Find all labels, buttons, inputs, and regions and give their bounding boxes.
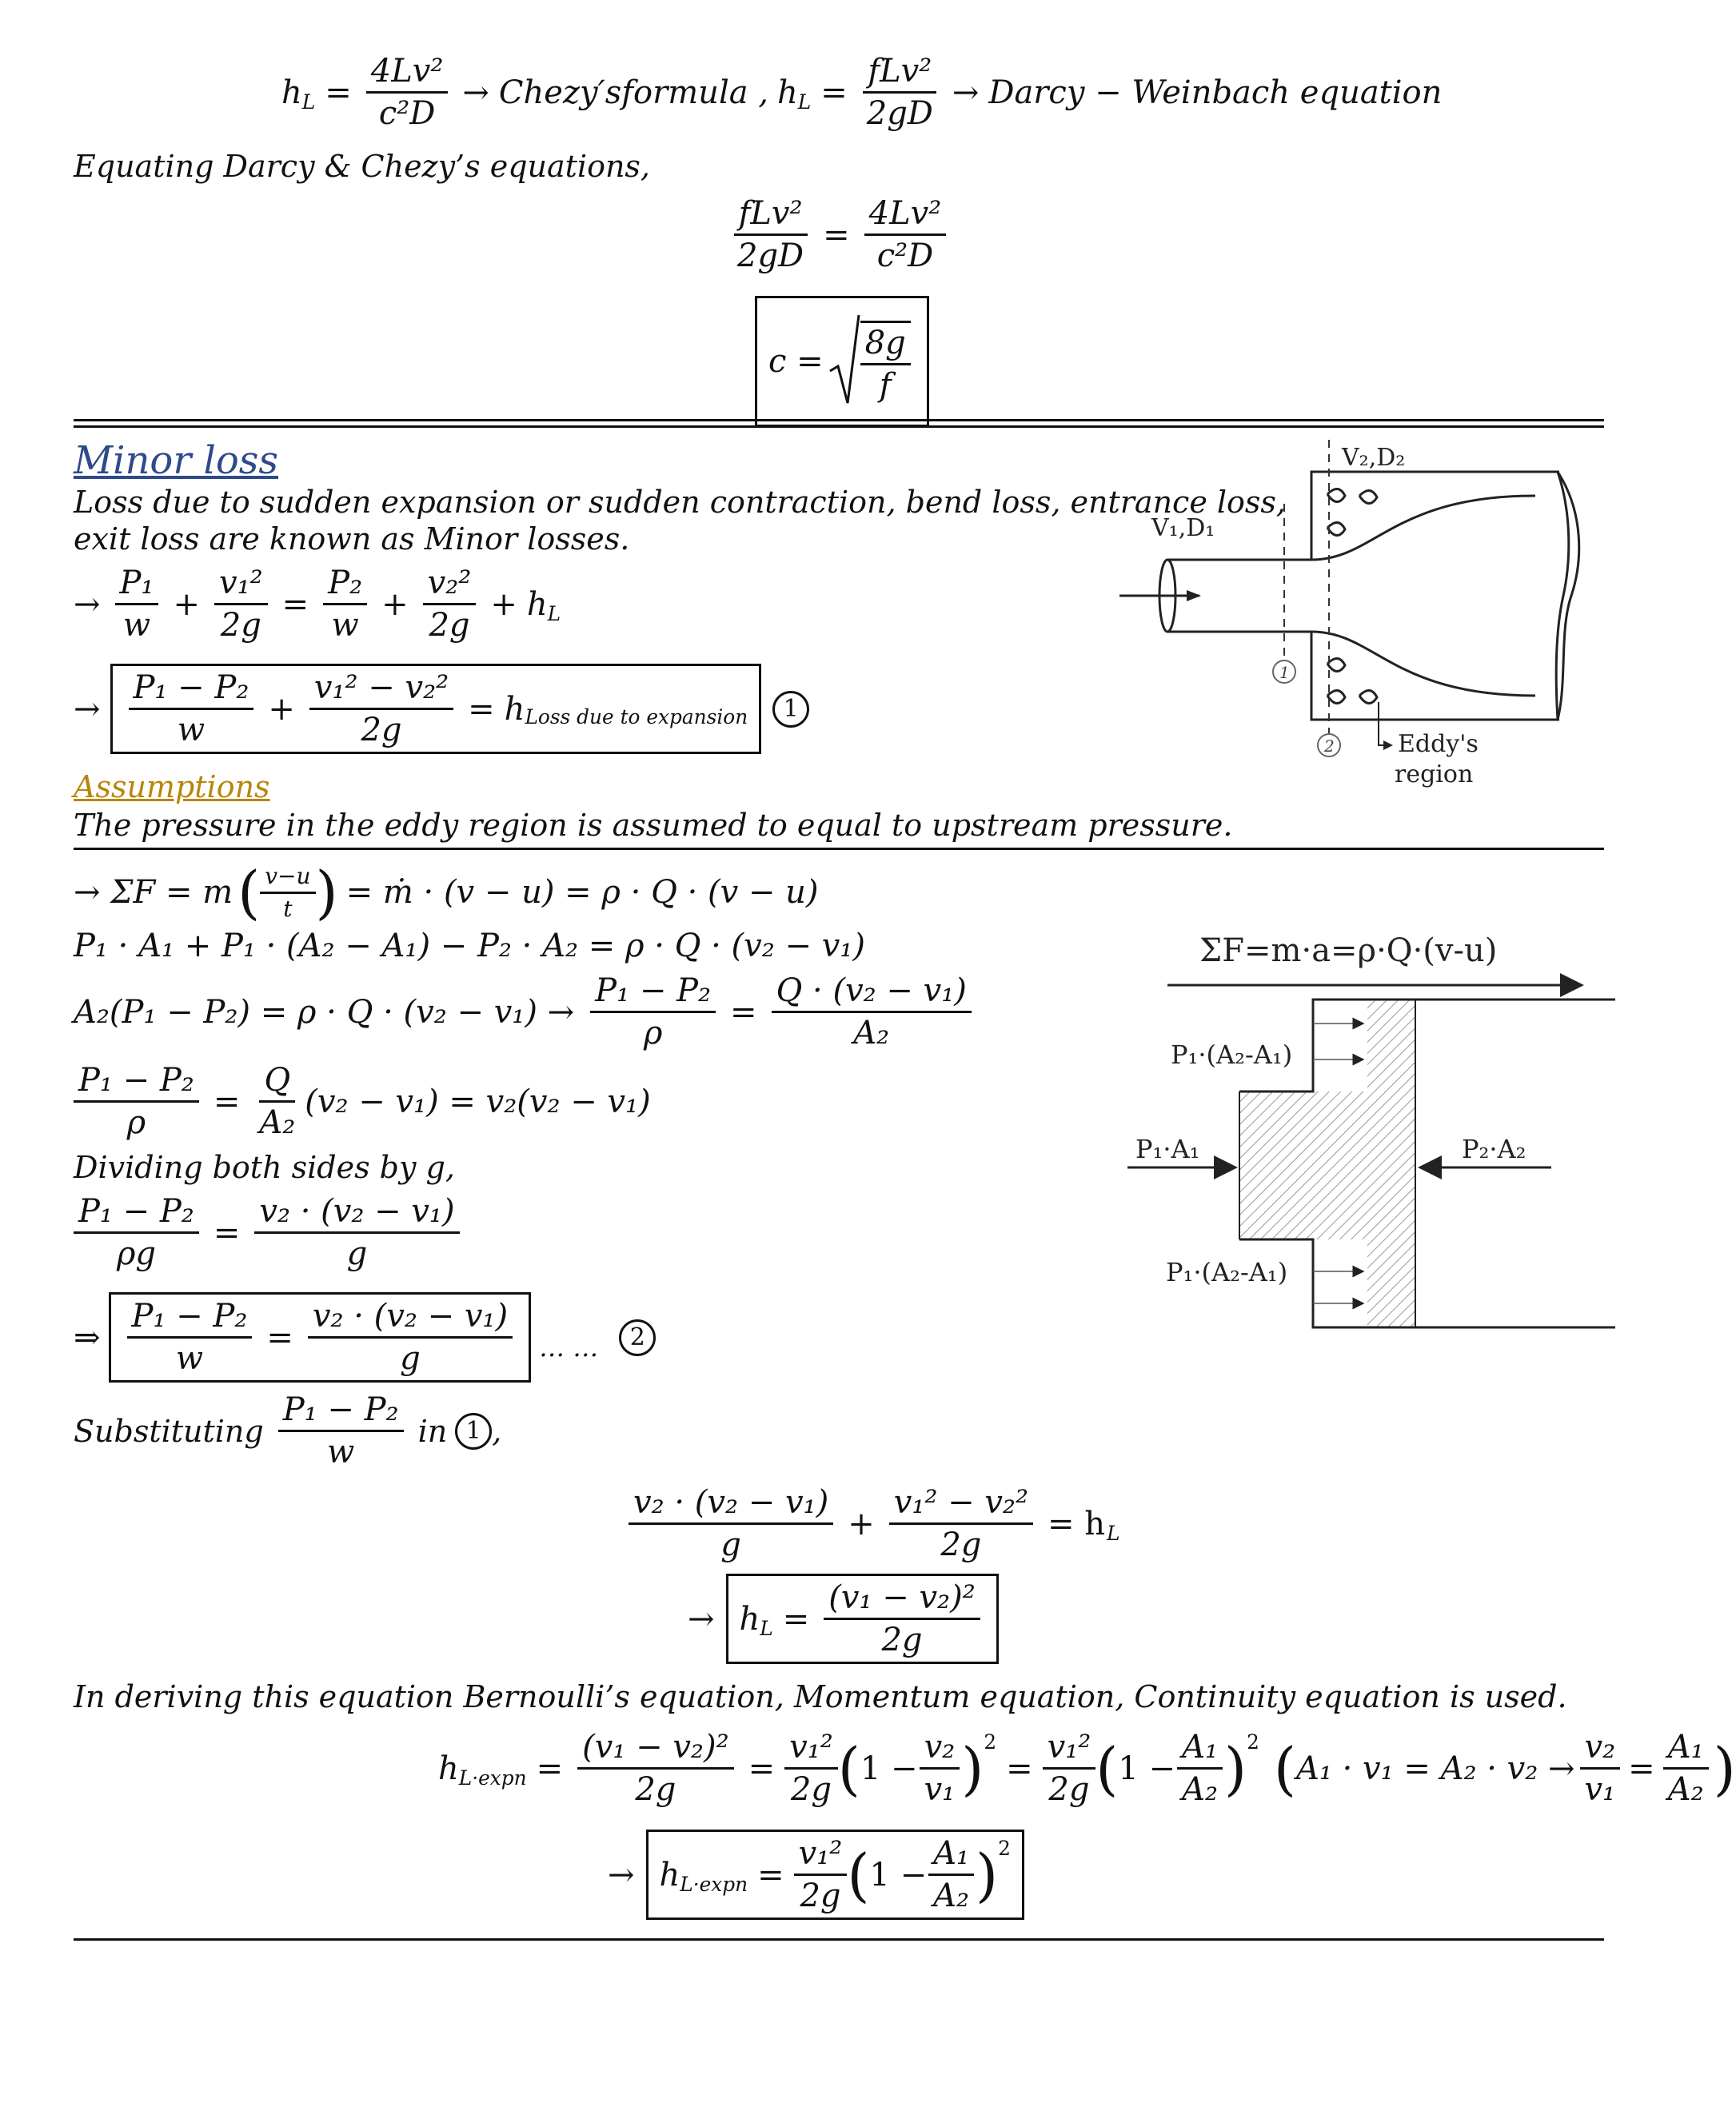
bern-p2: P₂: [323, 566, 367, 605]
eq2-den2: g: [400, 1340, 421, 1377]
bern-g1: 2g: [220, 607, 261, 644]
hl-result-den: 2g: [881, 1622, 923, 1658]
mom5-den1: ρg: [116, 1235, 156, 1272]
exp-t3-in-den: A₂: [1182, 1771, 1218, 1808]
darcy-lhs: h: [777, 74, 798, 111]
mom5-num2: v₂ · (v₂ − v₁): [254, 1195, 459, 1234]
exp-t2-den: 2g: [790, 1771, 832, 1808]
sudden-expansion-diagram: [1103, 432, 1615, 800]
exp-t2-num: v₁²: [784, 1730, 838, 1770]
assumptions-heading: Assumptions: [74, 769, 270, 804]
exp-t3-num: v₁²: [1043, 1730, 1096, 1770]
bern-v1: v₁²: [214, 566, 268, 605]
darcy-lhs-sub: L: [797, 90, 812, 114]
mom1-frac-num: v−u: [260, 864, 315, 893]
equation-2-box: $\frac{\text{P₁ − P₂}}{w}$ = $\frac{\text{v₂ · (v₂ − v₁)}}{g}$: [109, 1292, 532, 1383]
chezy-lhs: h: [281, 74, 302, 111]
sum-rhs-sub: L: [1107, 1522, 1120, 1545]
hl-result-num: (v₁ − v₂)²: [824, 1581, 980, 1620]
sqrt-sign-icon: [828, 313, 860, 409]
equating-text: Equating Darcy & Chezy’s equations,: [74, 149, 650, 184]
dividing-text: Dividing both sides by g,: [74, 1150, 455, 1185]
final-expansion: → h $_{L\cdot expn}$ = $\frac{\text{v₁²}}{2g}$ ( 1 − $\frac{\text{A₁}}{\text{A₂}}$ ) $^2$: [608, 1830, 1024, 1920]
equation-1-box: $\frac{\text{P₁ − P₂}}{w}$ + $\frac{\text{v₁² − v₂²}}{2g}$ = h $_{Loss due to expansion}$: [110, 664, 762, 754]
eddy-pointer: [1379, 702, 1388, 745]
mom3-a: A₂(P₁ − P₂) = ρ · Q · (v₂ − v₁) →: [74, 993, 575, 1031]
bern-w2: w: [331, 607, 359, 644]
exp-t1-den: 2g: [635, 1771, 676, 1808]
control-volume-small: [1239, 1091, 1367, 1239]
substituting-line: [74, 1393, 501, 1469]
final-num: v₁²: [794, 1837, 848, 1876]
force-balance-diagram: [1119, 928, 1615, 1311]
eq1-num2: v₁² − v₂²: [309, 671, 453, 710]
label-sum-force: ΣF=m·a=ρ·Q·(v-u): [1199, 932, 1498, 969]
exp-t1-num: (v₁ − v₂)²: [577, 1730, 733, 1770]
bern-p1: P₁: [115, 566, 159, 605]
exp-cont-num1: v₂: [1580, 1730, 1621, 1770]
eddy-bottom-1: [1327, 658, 1345, 671]
mom4-b: (v₂ − v₁) = v₂(v₂ − v₁): [305, 1083, 651, 1120]
equate-equation: $\frac{\text{fLv²}}{2gD}$ = $\frac{\text{4Lv²}}{\text{c²D}}$: [728, 197, 951, 273]
mom5-den2: g: [346, 1235, 368, 1272]
c-formula-lhs: c =: [768, 343, 824, 380]
momentum-line-1: → ΣF = m ( $\frac{v-u}{t}$ ) = ṁ · (v − u) = ρ · Q · (v − u): [74, 859, 819, 926]
label-right-force: P₂·A₂: [1462, 1134, 1526, 1164]
hl-result-lhs-sub: L: [760, 1617, 773, 1640]
subst-tag: 1: [455, 1413, 492, 1450]
equation-1-tag: 1: [772, 691, 809, 728]
c-formula-box: [755, 296, 929, 427]
label-section-2: 2: [1324, 736, 1335, 756]
subst-comma: ,: [492, 1413, 502, 1449]
mom1-b: = ṁ · (v − u) = ρ · Q · (v − u): [345, 874, 819, 911]
final-expansion-box: h $_{L\cdot expn}$ = $\frac{\text{v₁²}}{2g}$ ( 1 − $\frac{\text{A₁}}{\text{A₂}}$ ) $^2$: [646, 1830, 1024, 1920]
eq1-den1: w: [177, 712, 206, 748]
mom3-num2: Q · (v₂ − v₁): [772, 974, 972, 1013]
exp-t3-in-num: A₁: [1177, 1730, 1223, 1770]
equate-l-num: fLv²: [734, 197, 808, 236]
mom4-den1: ρ: [126, 1104, 146, 1141]
label-bottom-force: P₁·(A₂-A₁): [1166, 1257, 1288, 1287]
final-in-den: A₂: [933, 1878, 970, 1914]
label-eddy-1: Eddy's: [1398, 730, 1479, 758]
exp-lhs: h: [438, 1750, 459, 1787]
darcy-name: Darcy − Weinbach equation: [988, 74, 1443, 111]
mom3-den1: ρ: [643, 1015, 663, 1052]
eq2-dots: … …: [539, 1331, 599, 1363]
chezy-formula: h $_L$ = $\frac{\text{4Lv²}}{\text{c²D}}$ → Chezy′sformula ,: [281, 53, 769, 132]
final-lhs-sub: L·expn: [680, 1873, 748, 1896]
mom3-num1: P₁ − P₂: [590, 974, 716, 1013]
exp-t2-in-num: v₂: [920, 1730, 960, 1770]
mom3-den2: A₂: [853, 1015, 890, 1052]
hl-result-box: h $_L$ = $\frac{\text{(v₁ − v₂)²}}{2g}$: [726, 1574, 999, 1664]
bern-w1: w: [122, 607, 151, 644]
momentum-line-2: P₁ · A₁ + P₁ · (A₂ − A₁) − P₂ · A₂ = ρ · Q · (v₂ − v₁): [74, 928, 865, 964]
pipe-lower-wall: [1239, 1239, 1615, 1327]
bern-hl: h: [526, 585, 548, 623]
final-lhs: h: [659, 1856, 680, 1894]
pipe-upper-wall: [1239, 1000, 1615, 1091]
exp-t3-den: 2g: [1048, 1771, 1090, 1808]
momentum-line-5: $\frac{\text{P₁ − P₂}}{\rho g}$ = $\frac{\text{v₂ · (v₂ − v₁)}}{g}$: [74, 1195, 465, 1271]
minor-loss-desc-2: exit loss are known as Minor losses.: [74, 521, 630, 557]
final-in-num: A₁: [928, 1837, 974, 1876]
divider-assumptions: [74, 848, 1604, 850]
eddy-top-1: [1327, 489, 1345, 501]
equate-r-den: c²D: [876, 237, 934, 274]
exp-t2-in-den: v₁: [924, 1771, 956, 1808]
eq1-den2: 2g: [361, 712, 402, 748]
equate-l-den: 2gD: [737, 237, 804, 274]
label-v1d1: V₁,D₁: [1151, 514, 1215, 542]
label-left-force: P₁·A₁: [1135, 1134, 1200, 1164]
final-den: 2g: [800, 1878, 841, 1914]
darcy-den: 2gD: [866, 95, 933, 132]
momentum-line-4: $\frac{\text{P₁ − P₂}}{\rho}$ = $\frac{Q}{\text{A₂}}$ (v₂ − v₁) = v₂(v₂ − v₁): [74, 1063, 651, 1139]
hl-result: → h $_L$ = $\frac{\text{(v₁ − v₂)²}}{2g}$: [688, 1574, 999, 1664]
mom4-num1: P₁ − P₂: [74, 1063, 199, 1103]
chezy-lhs-sub: L: [301, 90, 316, 114]
sum-equation: $\frac{\text{v₂ · (v₂ − v₁)}}{g}$ + $\frac{\text{v₁² − v₂²}}{2g}$ = h $_L$: [624, 1486, 1119, 1562]
eddy-bottom-3: [1359, 690, 1377, 703]
exp-cont-den2: A₂: [1667, 1771, 1704, 1808]
deriving-text: In deriving this equation Bernoulli’s equation, Momentum equation, Continuity equation is used.: [74, 1679, 1567, 1714]
exp-continuity: A₁ · v₁ = A₂ · v₂ →: [1295, 1750, 1575, 1787]
label-section-1: 1: [1279, 663, 1290, 682]
expansion-equation: h $_{L\cdot expn}$ = $\frac{\text{(v₁ − v₂)²}}{2g}$ = $\frac{\text{v₁²}}{2g}$ ( 1 − $\frac{\text{v₂}}{\text{v₁}}$ ) $^2$ = $\frac{\text{v₁²}}{2g}$ ( 1 − $\frac{\text{A₁}}{\text{A₂}}$ ) $^2$ ( A₁ · v₁ = A₂ · v₂ → $\frac{\text{v₂}}{\text{v₁}}$ = $\frac{\text{A₁}}{\text{A₂}}$ ): [438, 1729, 1736, 1808]
eq1-rhs-sub: Loss due to expansion: [525, 705, 748, 728]
sum-den1: g: [720, 1526, 741, 1563]
momentum-line-3: A₂(P₁ − P₂) = ρ · Q · (v₂ − v₁) → $\frac{\text{P₁ − P₂}}{\rho}$ = $\frac{\text{Q · (v₂ − v₁)}}{\text{A₂}}$: [74, 974, 976, 1050]
sum-num1: v₂ · (v₂ − v₁): [629, 1486, 833, 1525]
minor-loss-desc-1: Loss due to sudden expansion or sudden contraction, bend loss, entrance loss,: [74, 485, 1287, 520]
eddy-top-3: [1359, 490, 1377, 503]
subst-text: Substituting: [74, 1413, 264, 1449]
assumptions-text: The pressure in the eddy region is assumed to equal to upstream pressure.: [74, 808, 1233, 843]
equation-1: → $\frac{\text{P₁ − P₂}}{w}$ + $\frac{\text{v₁² − v₂²}}{2g}$ = h $_{Loss due to expansion}$ 1: [74, 664, 809, 754]
eddy-pointer-head: [1383, 740, 1393, 750]
bernoulli-equation: → $\frac{\text{P₁}}{w}$ + $\frac{\text{v₁²}}{2g}$ = $\frac{\text{P₂}}{w}$ + $\frac{\text{v₂²}}{2g}$ + h $_L$: [74, 565, 561, 644]
subst-in: in: [417, 1413, 448, 1449]
darcy-formula: h $_L$ = $\frac{\text{fLv²}}{2gD}$ → Darcy − Weinbach equation: [777, 53, 1443, 132]
eddy-top-2: [1327, 522, 1345, 535]
sum-den2: 2g: [940, 1526, 982, 1563]
hl-result-lhs: h: [739, 1600, 760, 1638]
mom1-frac-den: t: [283, 895, 293, 922]
eq1-rhs: h: [504, 690, 525, 728]
flow-arrow-head: [1187, 590, 1201, 601]
large-pipe-top-wall: [1311, 472, 1559, 560]
eq2-num1: P₁ − P₂: [127, 1299, 253, 1339]
equation-2: ⇒ $\frac{\text{P₁ − P₂}}{w}$ = $\frac{\text{v₂ · (v₂ − v₁)}}{g}$ … … 2: [74, 1292, 656, 1383]
mom4-num2: Q: [259, 1063, 295, 1103]
minor-loss-heading: Minor loss: [74, 438, 279, 483]
bern-hl-sub: L: [547, 602, 561, 625]
divider-bottom: [74, 1938, 1604, 1941]
label-eddy-2: region: [1395, 760, 1474, 788]
subst-den: w: [327, 1434, 355, 1471]
c-formula-den: f: [879, 367, 892, 404]
sum-num2: v₁² − v₂²: [889, 1486, 1033, 1525]
chezy-name: Chezy′sformula ,: [498, 74, 769, 111]
eddy-bottom-2: [1327, 690, 1345, 703]
label-top-force: P₁·(A₂-A₁): [1171, 1040, 1293, 1070]
eq2-den1: w: [175, 1340, 204, 1377]
bern-g2: 2g: [429, 607, 470, 644]
bern-v2: v₂²: [423, 566, 477, 605]
exp-lhs-sub: L·expn: [458, 1766, 527, 1790]
equation-2-tag: 2: [619, 1319, 656, 1356]
chezy-den: c²D: [378, 95, 436, 132]
eq2-num2: v₂ · (v₂ − v₁): [308, 1299, 513, 1339]
mom1-a: → ΣF = m: [74, 874, 233, 911]
equate-r-num: 4Lv²: [864, 197, 947, 236]
large-pipe-bottom-wall: [1311, 632, 1559, 720]
sum-rhs: = h: [1048, 1505, 1105, 1542]
mom4-den2: A₂: [259, 1104, 296, 1141]
label-v2d2: V₂,D₂: [1342, 444, 1406, 472]
divider-double-bottom: [74, 425, 1604, 428]
large-pipe-break-2: [1558, 472, 1579, 720]
eq1-num1: P₁ − P₂: [129, 671, 254, 710]
subst-num: P₁ − P₂: [278, 1393, 404, 1432]
c-formula-num: 8g: [860, 326, 911, 365]
control-volume-large: [1367, 1000, 1415, 1327]
exp-cont-den1: v₁: [1584, 1771, 1616, 1808]
chezy-num: 4Lv²: [366, 54, 449, 94]
divider-double-top: [74, 419, 1604, 421]
mom5-num1: P₁ − P₂: [74, 1195, 199, 1234]
darcy-num: fLv²: [863, 54, 936, 94]
exp-cont-num2: A₁: [1663, 1730, 1709, 1770]
